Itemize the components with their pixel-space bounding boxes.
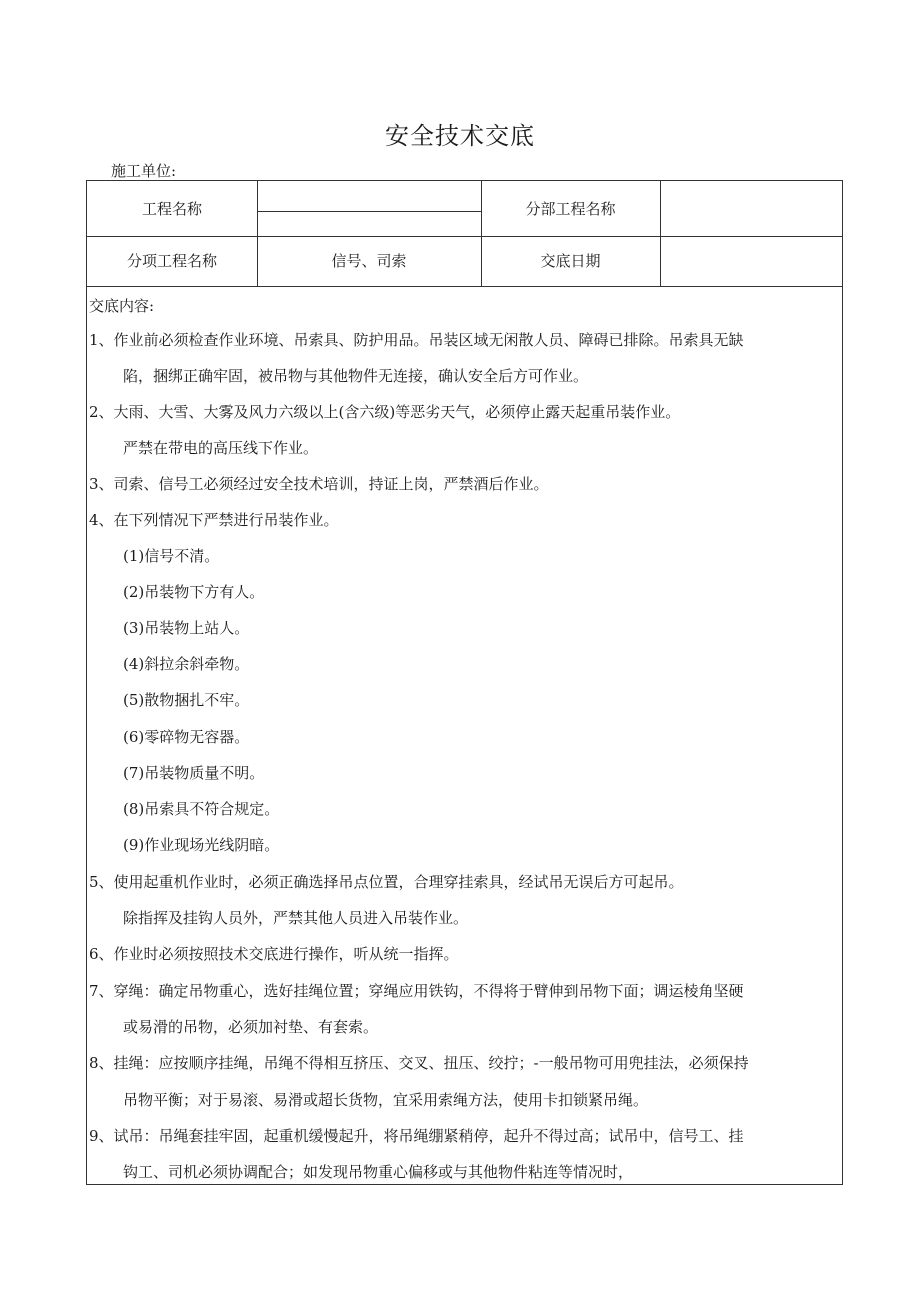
content-line: (9)作业现场光线阴暗。 [123, 836, 280, 854]
content-line: (3)吊装物上站人。 [123, 619, 250, 637]
project-name-split-line [257, 211, 481, 212]
content-line: 5、使用起重机作业时，必须正确选择吊点位置，合理穿挂索具，经试吊无误后方可起吊。 [89, 873, 684, 891]
content-line: 或易滑的吊物，必须加衬垫、有套索。 [123, 1018, 379, 1036]
content-line: (8)吊索具不符合规定。 [123, 800, 280, 818]
content-line: 7、穿绳：确定吊物重心，选好挂绳位置；穿绳应用铁钩，不得将于臂伸到吊物下面；调运棱角坚硬 [89, 982, 744, 1000]
content-line: (4)斜拉余斜牵物。 [123, 655, 250, 673]
project-name-label: 工程名称 [141, 200, 202, 218]
content-header: 交底内容: [89, 297, 155, 315]
content-line: 8、挂绳：应按顺序挂绳，吊绳不得相互挤压、交叉、扭压、绞拧；-一般吊物可用兜挂法，必须保持 [89, 1054, 749, 1072]
content-line: 陷，捆绑正确牢固，被吊物与其他物件无连接，确认安全后方可作业。 [123, 367, 589, 385]
content-line: 9、试吊：吊绳套挂牢固，起重机缓慢起升，将吊绳绷紧稍停，起升不得过高；试吊中，信号工、挂 [89, 1127, 744, 1145]
disclosure-date-label: 交底日期 [540, 252, 601, 270]
content-line: (5)散物捆扎不牢。 [123, 691, 250, 709]
content-line: 除指挥及挂钩人员外，严禁其他人员进入吊装作业。 [123, 909, 469, 927]
content-line: (2)吊装物下方有人。 [123, 583, 265, 601]
item-project-name-value: 信号、司索 [331, 252, 407, 270]
content-line: 2、大雨、大雪、大雾及风力六级以上(含六级)等恶劣天气，必须停止露天起重吊装作业。 [89, 403, 681, 421]
content-line: 6、作业时必须按照技术交底进行操作，听从统一指挥。 [89, 945, 459, 963]
content-line: 钩工、司机必须协调配合；如发现吊物重心偏移或与其他物件粘连等情况时， [123, 1163, 634, 1181]
sub-project-name-label: 分部工程名称 [525, 200, 616, 218]
row-divider [87, 236, 842, 237]
column-divider [660, 181, 661, 286]
content-line: 1、作业前必须检查作业环境、吊索具、防护用品。吊装区域无闲散人员、障碍已排除。吊索具无缺 [89, 331, 744, 349]
content-line: 3、司索、信号工必须经过安全技术培训，持证上岗，严禁酒后作业。 [89, 475, 549, 493]
content-line: (6)零碎物无容器。 [123, 728, 250, 746]
content-line: (1)信号不清。 [123, 547, 220, 565]
construction-unit-label: 施工单位: [111, 162, 177, 180]
item-project-name-label: 分项工程名称 [126, 252, 217, 270]
content-line: 4、在下列情况下严禁进行吊装作业。 [89, 511, 339, 529]
content-line: 严禁在带电的高压线下作业。 [123, 439, 319, 457]
document-title: 安全技术交底 [385, 122, 535, 150]
content-line: 吊物平衡；对于易滚、易滑或超长货物，宜采用索绳方法，使用卡扣锁紧吊绳。 [123, 1091, 649, 1109]
row-divider [87, 286, 842, 287]
content-line: (7)吊装物质量不明。 [123, 764, 265, 782]
